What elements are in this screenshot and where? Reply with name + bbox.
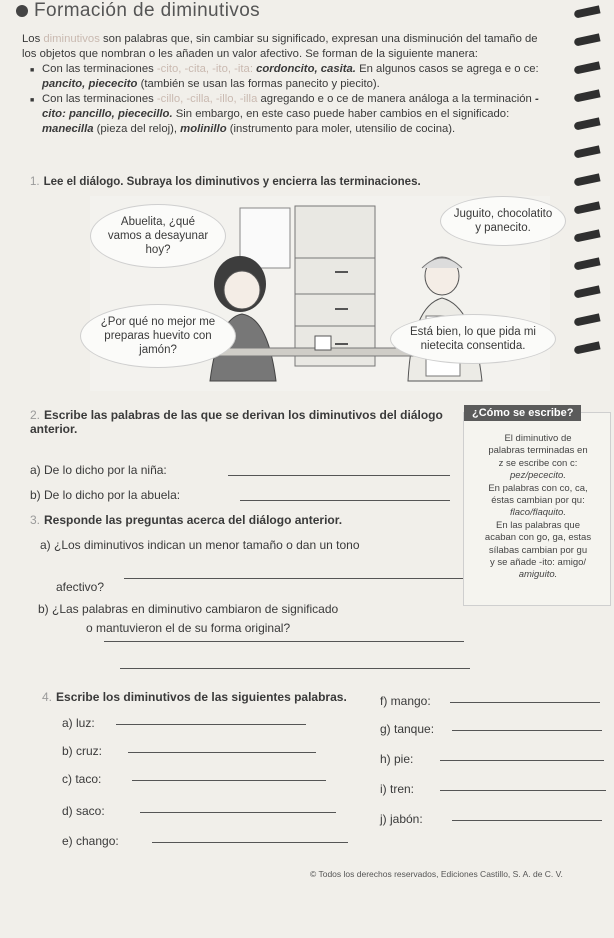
sidebar-line: éstas cambian por qu:	[491, 495, 585, 507]
activity-3-b-question-cont: o mantuvieron el de su forma original?	[86, 621, 291, 635]
binding-ring-icon	[573, 313, 600, 326]
activity-4-instruction	[42, 690, 347, 704]
activity-1-text: Lee el diálogo. Subraya los diminutivos y encierra las terminaciones.	[43, 176, 421, 188]
title-bullet-icon	[16, 5, 28, 17]
word-mango: f) mango:	[380, 694, 431, 708]
binding-ring-icon	[573, 33, 600, 46]
answer-line-cruz[interactable]	[128, 752, 316, 753]
activity-3-a-question: a) ¿Los diminutivos indican un menor tamaño o dan un tono	[40, 538, 360, 552]
intro-text	[22, 32, 552, 137]
activity-3-instruction	[30, 513, 342, 527]
answer-line-chango[interactable]	[152, 842, 348, 843]
b1-c: cordoncito, casita.	[256, 63, 356, 75]
sidebar-header: ¿Cómo se escribe?	[464, 405, 581, 421]
b1-b: -cito, -cita, -ito, -ita:	[156, 63, 253, 75]
word-saco: d) saco:	[62, 804, 105, 818]
sidebar-line: y se añade -ito: amigo/	[489, 557, 587, 569]
word-cruz: b) cruz:	[62, 744, 103, 758]
copyright-footer: © Todos los derechos reservados, Ediciones Castillo, S. A. de C. V.	[310, 869, 563, 879]
sidebar-line: En las palabras que	[496, 519, 580, 531]
b2-g: manecilla	[42, 123, 94, 135]
b2-d: -cito:	[42, 93, 539, 120]
activity-2-number: 2.	[30, 408, 41, 422]
activity-3-b-question: b) ¿Las palabras en diminutivo cambiaron de significado	[38, 602, 339, 616]
answer-line-jabon[interactable]	[452, 820, 602, 821]
binding-ring-icon	[573, 5, 600, 18]
activity-2-b-label: b) De lo dicho por la abuela:	[30, 488, 181, 502]
bubble-juguito: Juguito, chocolatito y panecito.	[440, 196, 566, 246]
word-taco: c) taco:	[62, 772, 102, 786]
b2-i: molinillo	[180, 123, 227, 135]
binding-ring-icon	[573, 117, 600, 130]
activity-3-text: Responde las preguntas acerca del diálogo anterior.	[44, 513, 343, 527]
page-title	[16, 0, 260, 22]
answer-line-3a[interactable]	[124, 578, 464, 579]
b2-b: -cillo, -cilla, -illo, -illa	[156, 93, 258, 105]
answer-line-2b[interactable]	[240, 500, 450, 501]
activity-4-number: 4.	[42, 690, 53, 704]
answer-line-tanque[interactable]	[452, 730, 602, 731]
answer-line-saco[interactable]	[140, 812, 336, 813]
b1-e: pancito, piececito	[42, 78, 138, 90]
binding-ring-icon	[573, 173, 600, 186]
sidebar-line: palabras terminadas en	[488, 445, 588, 457]
intro-bullet-1	[22, 62, 552, 92]
b2-h: (pieza del reloj),	[96, 123, 178, 135]
b2-f: Sin embargo, en este caso puede haber cambios en el significado:	[175, 108, 510, 120]
answer-line-3b-1[interactable]	[104, 641, 464, 642]
binding-ring-icon	[573, 201, 600, 214]
title-text: Formación de diminutivos	[34, 0, 261, 21]
activity-4-text: Escribe los diminutivos de las siguientes palabras.	[56, 690, 347, 704]
binding-ring-icon	[573, 89, 600, 102]
b2-a: Con las terminaciones	[42, 93, 154, 105]
activity-1-number: 1.	[30, 176, 40, 188]
como-se-escribe-box	[463, 407, 611, 606]
b2-c: agregando e o ce de manera análoga a la terminación	[260, 93, 532, 105]
intro-text-a: Los	[22, 33, 41, 45]
activity-2-a-label: a) De lo dicho por la niña:	[30, 463, 167, 477]
answer-line-3b-2[interactable]	[120, 668, 470, 669]
intro-bullet-2	[22, 92, 552, 137]
spiral-binding	[564, 0, 600, 440]
sidebar-line: pez/pececito.	[510, 470, 566, 482]
activity-3-number: 3.	[30, 513, 41, 527]
b1-a: Con las terminaciones	[42, 63, 154, 75]
b2-e: pancillo, piececillo.	[69, 108, 173, 120]
bubble-por-que: ¿Por qué no mejor me preparas huevito con jamón?	[80, 304, 236, 368]
sidebar-line: En palabras con co, ca,	[488, 482, 588, 494]
word-pie: h) pie:	[380, 752, 414, 766]
word-chango: e) chango:	[62, 834, 119, 848]
activity-2-instruction	[30, 408, 450, 436]
activity-1-instruction	[30, 176, 421, 188]
word-tanque: g) tanque:	[380, 722, 435, 736]
b1-f: (también se usan las formas panecito y piecito).	[140, 78, 380, 90]
sidebar-line: amiguito.	[518, 569, 558, 581]
answer-line-tren[interactable]	[440, 790, 606, 791]
answer-line-luz[interactable]	[116, 724, 306, 725]
word-luz: a) luz:	[62, 716, 95, 730]
binding-ring-icon	[573, 61, 600, 74]
binding-ring-icon	[573, 285, 600, 298]
answer-line-2a[interactable]	[228, 475, 450, 476]
intro-paragraph	[22, 32, 552, 62]
binding-ring-icon	[573, 145, 600, 158]
activity-2-text: Escribe las palabras de las que se derivan los diminutivos del diálogo anterior.	[30, 408, 443, 436]
intro-text-c: son palabras que, sin cambiar su significado, expresan una disminución del tamaño de los objetos que nombran o les añaden un valor afectivo. Se forman de la siguiente manera:	[22, 33, 538, 60]
sidebar-line: sílabas cambian por gu	[488, 544, 588, 556]
intro-term: diminutivos	[43, 33, 100, 45]
sidebar-body	[472, 433, 604, 582]
binding-ring-icon	[573, 229, 600, 242]
bubble-abuelita: Abuelita, ¿qué vamos a desayunar hoy?	[90, 204, 226, 268]
binding-ring-icon	[573, 257, 600, 270]
sidebar-line: flaco/flaquito.	[510, 507, 566, 519]
b1-d: En algunos casos se agrega e o ce:	[359, 63, 539, 75]
dialogue-illustration	[90, 196, 553, 391]
sidebar-line: z se escribe con c:	[498, 457, 578, 469]
sidebar-line: El diminutivo de	[504, 433, 572, 444]
word-jabon: j) jabón:	[380, 812, 423, 826]
activity-3-a-question-cont: afectivo?	[56, 580, 105, 594]
answer-line-pie[interactable]	[440, 760, 604, 761]
answer-line-mango[interactable]	[450, 702, 600, 703]
answer-line-taco[interactable]	[132, 780, 326, 781]
sidebar-line: acaban con go, ga, estas	[484, 532, 592, 544]
word-tren: i) tren:	[380, 782, 415, 796]
bubble-esta-bien: Está bien, lo que pida mi nietecita consentida.	[390, 314, 556, 364]
binding-ring-icon	[573, 341, 600, 354]
b2-j: (instrumento para moler, utensilio de cocina).	[229, 123, 456, 135]
